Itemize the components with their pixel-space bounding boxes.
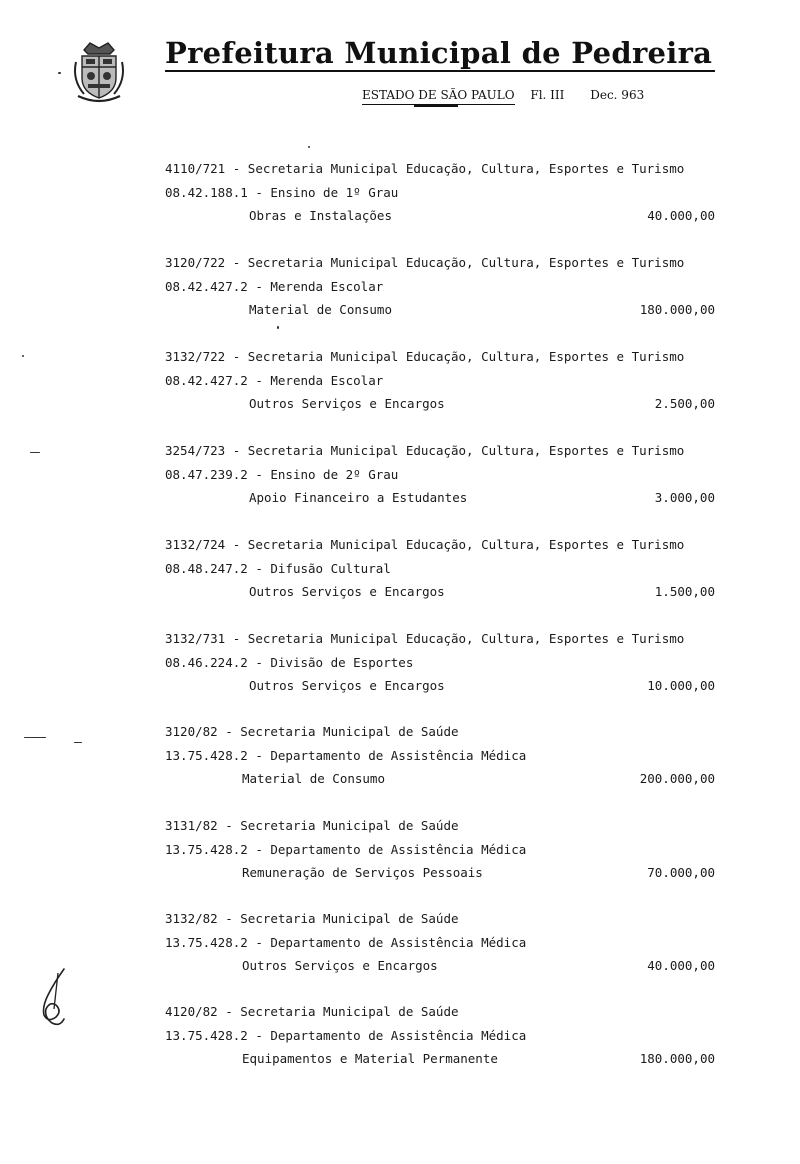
entry-amount: 1.500,00 xyxy=(654,584,715,599)
entry-amount: 40.000,00 xyxy=(647,958,715,973)
entry-item-row xyxy=(165,674,717,698)
entry-item-row xyxy=(165,486,717,510)
scan-mark xyxy=(308,146,310,148)
entry-program-line: 08.46.224.2 - Divisão de Esportes xyxy=(165,654,414,670)
entry-program-line: 08.47.239.2 - Ensino de 2º Grau xyxy=(165,466,399,482)
scan-mark xyxy=(30,452,40,453)
entry-unit-line: 3131/82 - Secretaria Municipal de Saúde xyxy=(165,818,459,833)
entry-item: Apoio Financeiro a Estudantes xyxy=(249,490,468,505)
budget-entry xyxy=(165,533,717,604)
entry-program-line: 13.75.428.2 - Departamento de Assistência Médica xyxy=(165,1027,527,1043)
entry-unit-line: 3132/731 - Secretaria Municipal Educação, Cultura, Esportes e Turismo xyxy=(165,631,685,646)
budget-entry xyxy=(165,157,717,228)
state-double-underline xyxy=(414,105,458,107)
entry-unit-line: 3132/722 - Secretaria Municipal Educação, Cultura, Esportes e Turismo xyxy=(165,349,685,364)
entry-program-line: 08.48.247.2 - Difusão Cultural xyxy=(165,560,391,576)
entry-item: Obras e Instalações xyxy=(249,208,392,223)
municipal-crest-icon xyxy=(70,40,128,104)
entry-item: Material de Consumo xyxy=(242,771,385,786)
state-label: ESTADO DE SÃO PAULO xyxy=(362,88,515,105)
entry-item-row xyxy=(165,954,717,978)
entry-unit-line: 3132/724 - Secretaria Municipal Educação, Cultura, Esportes e Turismo xyxy=(165,537,685,552)
budget-entry xyxy=(165,251,717,322)
entry-item-row xyxy=(165,1047,717,1071)
scan-mark xyxy=(24,737,46,738)
entry-unit-line: 4120/82 - Secretaria Municipal de Saúde xyxy=(165,1004,459,1019)
entry-unit-line: 3120/82 - Secretaria Municipal de Saúde xyxy=(165,724,459,739)
entry-amount: 70.000,00 xyxy=(647,865,715,880)
budget-entry xyxy=(165,907,717,978)
entry-amount: 200.000,00 xyxy=(639,771,715,786)
handwritten-initials-signature xyxy=(34,965,74,1027)
entry-program-line: 08.42.188.1 - Ensino de 1º Grau xyxy=(165,184,399,200)
entry-item: Remuneração de Serviços Pessoais xyxy=(242,865,483,880)
entry-amount: 10.000,00 xyxy=(647,678,715,693)
budget-entry xyxy=(165,720,717,791)
entry-item: Outros Serviços e Encargos xyxy=(249,678,445,693)
entry-amount: 180.000,00 xyxy=(639,1051,715,1066)
entry-program-line: 08.42.427.2 - Merenda Escolar xyxy=(165,372,384,388)
document-subheader xyxy=(362,88,644,105)
page-title: Prefeitura Municipal de Pedreira xyxy=(165,36,713,70)
entry-item-row xyxy=(165,767,717,791)
entry-item-row xyxy=(165,580,717,604)
entry-item: Outros Serviços e Encargos xyxy=(249,584,445,599)
entry-amount: 2.500,00 xyxy=(654,396,715,411)
title-underline xyxy=(165,70,715,72)
entry-item: Material de Consumo xyxy=(249,302,392,317)
budget-entry xyxy=(165,814,717,885)
entry-item-row xyxy=(165,298,717,322)
budget-entry xyxy=(165,627,717,698)
entry-unit-line: 3120/722 - Secretaria Municipal Educação, Cultura, Esportes e Turismo xyxy=(165,255,685,270)
entry-program-line: 13.75.428.2 - Departamento de Assistência Médica xyxy=(165,747,527,763)
entry-program-line: 08.42.427.2 - Merenda Escolar xyxy=(165,278,384,294)
budget-entry xyxy=(165,439,717,510)
entry-item: Outros Serviços e Encargos xyxy=(242,958,438,973)
scan-mark xyxy=(74,742,82,743)
scan-mark xyxy=(22,355,24,357)
entry-amount: 40.000,00 xyxy=(647,208,715,223)
entry-unit-line: 3254/723 - Secretaria Municipal Educação, Cultura, Esportes e Turismo xyxy=(165,443,685,458)
scan-mark xyxy=(58,72,61,74)
budget-entry xyxy=(165,345,717,416)
entry-item: Equipamentos e Material Permanente xyxy=(242,1051,498,1066)
entry-item-row xyxy=(165,861,717,885)
entry-item-row xyxy=(165,392,717,416)
entry-item: Outros Serviços e Encargos xyxy=(249,396,445,411)
decree-number: Dec. 963 xyxy=(590,88,645,102)
sheet-number: Fl. III xyxy=(530,88,565,102)
entry-unit-line: 3132/82 - Secretaria Municipal de Saúde xyxy=(165,911,459,926)
entry-amount: 3.000,00 xyxy=(654,490,715,505)
scan-mark xyxy=(277,326,279,329)
entry-item-row xyxy=(165,204,717,228)
budget-entry xyxy=(165,1000,717,1071)
entry-unit-line: 4110/721 - Secretaria Municipal Educação, Cultura, Esportes e Turismo xyxy=(165,161,685,176)
entry-program-line: 13.75.428.2 - Departamento de Assistência Médica xyxy=(165,841,527,857)
entry-amount: 180.000,00 xyxy=(639,302,715,317)
entry-program-line: 13.75.428.2 - Departamento de Assistência Médica xyxy=(165,934,527,950)
